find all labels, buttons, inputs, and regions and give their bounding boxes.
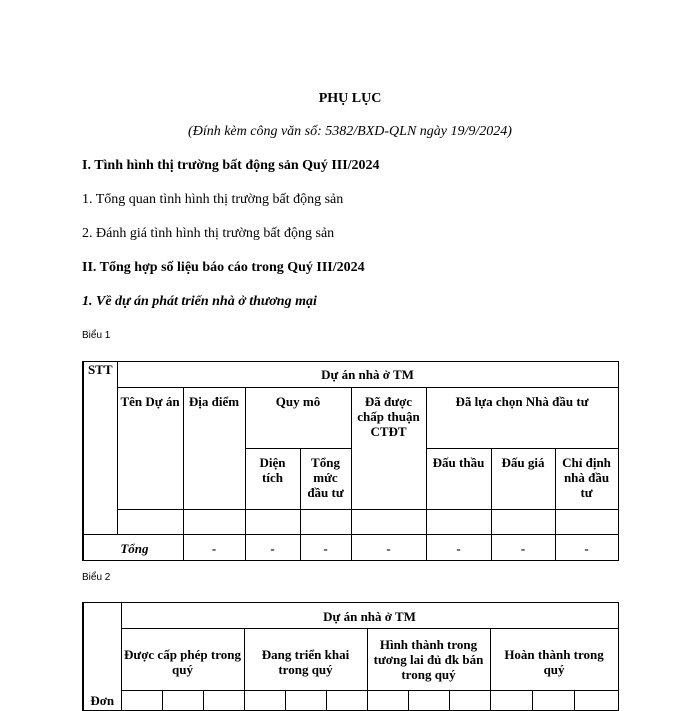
total-dash: - bbox=[426, 535, 491, 561]
cap-phep-header: Được cấp phép trong quý bbox=[121, 629, 244, 691]
empty-cell bbox=[574, 691, 618, 711]
total-dash: - bbox=[555, 535, 618, 561]
section-heading-1: I. Tình hình thị trường bất động sản Quý III/2024 bbox=[82, 158, 380, 173]
total-dash: - bbox=[183, 535, 245, 561]
empty-cell bbox=[449, 691, 490, 711]
tong-muc-header: Tổng mức đầu tư bbox=[300, 449, 351, 510]
empty-cell bbox=[426, 510, 491, 535]
stt-header: STT bbox=[83, 362, 117, 535]
section-item-1-1: 1. Tổng quan tình hình thị trường bất động sản bbox=[82, 192, 344, 207]
section-item-2-1: 1. Về dự án phát triển nhà ở thương mại bbox=[82, 294, 317, 309]
total-dash: - bbox=[351, 535, 426, 561]
empty-cell bbox=[244, 691, 285, 711]
chi-dinh-header: Chỉ định nhà đầu tư bbox=[555, 449, 618, 510]
empty-cell bbox=[121, 691, 162, 711]
hoan-thanh-header: Hoàn thành trong quý bbox=[490, 629, 618, 691]
trien-khai-header: Đang triển khai trong quý bbox=[244, 629, 367, 691]
empty-cell bbox=[491, 510, 555, 535]
empty-cell bbox=[555, 510, 618, 535]
empty-cell bbox=[183, 510, 245, 535]
empty-cell bbox=[117, 510, 183, 535]
table2 bbox=[82, 602, 619, 711]
empty-cell bbox=[351, 510, 426, 535]
quy-mo-header: Quy mô bbox=[245, 388, 351, 449]
empty-cell bbox=[326, 691, 367, 711]
group-header: Dự án nhà ở TM bbox=[121, 603, 618, 629]
chap-thuan-header: Đã được chấp thuận CTĐT bbox=[351, 388, 426, 510]
total-dash: - bbox=[245, 535, 300, 561]
empty-cell bbox=[162, 691, 203, 711]
dia-diem-header: Địa điểm bbox=[183, 388, 245, 510]
dau-thau-header: Đấu thầu bbox=[426, 449, 491, 510]
table1 bbox=[82, 361, 619, 561]
empty-cell bbox=[490, 691, 532, 711]
ten-du-an-header: Tên Dự án bbox=[117, 388, 183, 510]
empty-cell bbox=[408, 691, 449, 711]
empty-cell bbox=[285, 691, 326, 711]
total-label: Tổng bbox=[83, 535, 183, 561]
table2-caption: Biểu 2 bbox=[82, 572, 111, 583]
group-header: Dự án nhà ở TM bbox=[117, 362, 618, 388]
hinh-thanh-header: Hình thành trong tương lai đủ đk bán trong quý bbox=[367, 629, 490, 691]
dau-gia-header: Đấu giá bbox=[491, 449, 555, 510]
page-title: PHỤ LỤC bbox=[318, 91, 382, 106]
lua-chon-header: Đã lựa chọn Nhà đầu tư bbox=[426, 388, 618, 449]
total-dash: - bbox=[491, 535, 555, 561]
empty-cell bbox=[532, 691, 574, 711]
total-dash: - bbox=[300, 535, 351, 561]
dien-tich-header: Diện tích bbox=[245, 449, 300, 510]
empty-cell bbox=[245, 510, 300, 535]
page-subtitle: (Đính kèm công văn số: 5382/BXD-QLN ngày 19/9/2024) bbox=[188, 124, 512, 139]
empty-cell bbox=[203, 691, 244, 711]
section-heading-2: II. Tổng hợp số liệu báo cáo trong Quý III/2024 bbox=[82, 260, 365, 275]
don-header: Đơn bbox=[83, 603, 121, 711]
empty-cell bbox=[367, 691, 408, 711]
table1-caption: Biểu 1 bbox=[82, 330, 111, 341]
empty-cell bbox=[300, 510, 351, 535]
section-item-1-2: 2. Đánh giá tình hình thị trường bất động sản bbox=[82, 226, 335, 241]
